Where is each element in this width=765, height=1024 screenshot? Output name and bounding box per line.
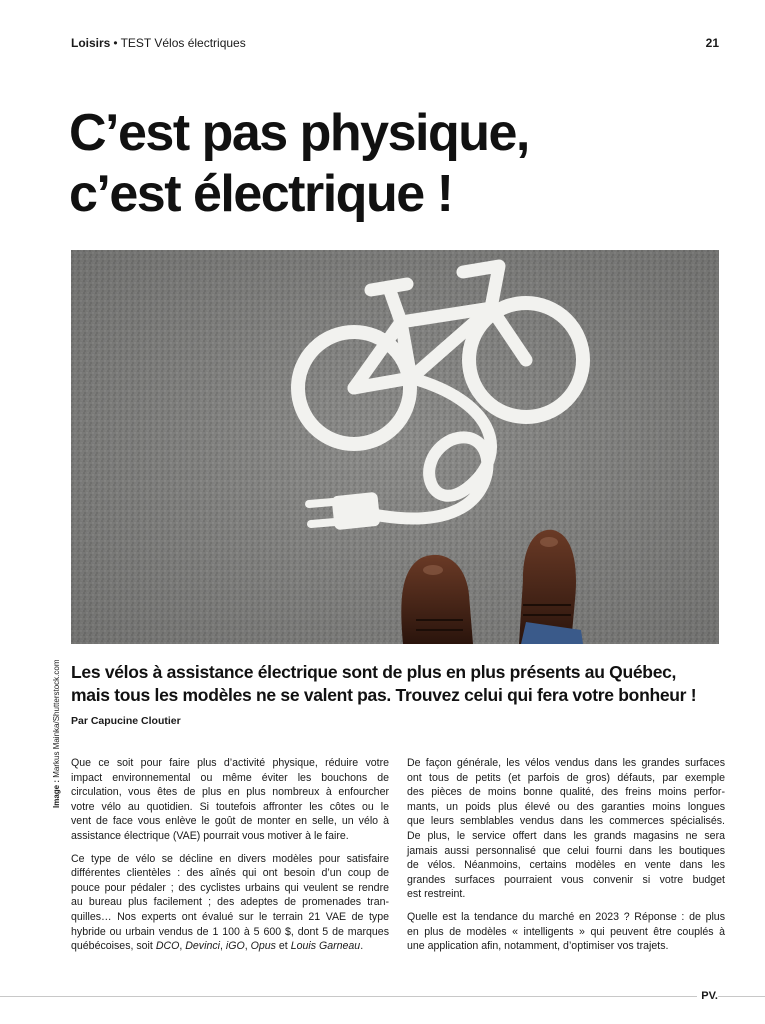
- text-line: circulation, vous êtes de plus en plus nombreux à enfourcher: [71, 786, 389, 799]
- text-line: votre vélo au quotidien. Si toutefois affronter les côtes ou le: [71, 800, 389, 813]
- lede-line-2: mais tous les modèles ne se valent pas. Trouvez celui qui fera votre bonheur !: [71, 685, 697, 705]
- paragraph: [407, 756, 725, 902]
- body-column-right: [407, 756, 725, 962]
- text-fragment: .: [360, 940, 364, 953]
- paragraph: [71, 756, 389, 844]
- text-line: jamais aussi personnalisé que celui fourni dans les boutiques: [407, 844, 725, 857]
- text-fragment: ,: [220, 940, 226, 953]
- footer-mark: PV.: [697, 990, 718, 1002]
- text-line: assistance électrique (VAE) pourrait vous motiver à le faire.: [71, 829, 349, 842]
- image-credit: [52, 648, 61, 808]
- headline-line-2: c’est électrique !: [69, 165, 453, 223]
- text-line: au bureau plus facilement ; des adeptes de promenades tran-: [71, 896, 389, 909]
- text-line: que leurs semblables vendus dans les commerces spécialisés.: [407, 815, 725, 828]
- text-line: Ce type de vélo se décline en divers modèles pour satisfaire: [71, 852, 389, 865]
- article-lede: [71, 661, 731, 707]
- text-line: ont tous de petits (et parfois de gros) défauts, par exemple: [407, 771, 725, 784]
- headline-line-1: C’est pas physique,: [69, 104, 529, 162]
- text-line: hybride ou urbain vendus de 1 100 à 5 600 $, dont 5 de marques: [71, 925, 389, 938]
- text-fragment: et: [275, 940, 291, 953]
- page-number: 21: [705, 36, 719, 50]
- section-name: Loisirs: [71, 36, 111, 50]
- running-header: [71, 36, 719, 52]
- text-line: différentes clientèles : des aînés qui ont besoin d’un coup de: [71, 867, 389, 880]
- text-line: De façon générale, les vélos vendus dans les grandes surfaces: [407, 757, 725, 769]
- brand-name: Devinci: [185, 940, 220, 953]
- article-headline: [69, 103, 729, 225]
- text-line: de vélos. Néanmoins, certains modèles en vente dans les: [407, 859, 725, 872]
- body-column-left: [71, 756, 389, 962]
- footer-rule: [0, 996, 765, 997]
- text-line: des pièces de moins bonne qualité, des freins moins perfor-: [407, 786, 725, 799]
- hero-photo: [71, 250, 719, 644]
- paragraph: [407, 910, 725, 954]
- text-line: quilles… Nos experts ont évalué sur le terrain 21 VAE de type: [71, 910, 389, 923]
- text-line: impact environnemental ou même éviter les bouchons de: [71, 771, 389, 784]
- section-subtitle: TEST Vélos électriques: [120, 36, 246, 50]
- text-line: De plus, le service offert dans les grands magasins ne sera: [407, 829, 725, 842]
- image-credit-text: Markus Mainka/Shutterstock.com: [52, 659, 61, 778]
- text-fragment: ,: [244, 940, 251, 953]
- brand-name: iGO: [225, 940, 245, 953]
- lede-line-1: Les vélos à assistance électrique sont de plus en plus présents au Québec,: [71, 662, 677, 682]
- brand-name: Louis Garneau: [290, 940, 361, 953]
- text-line: Que ce soit pour faire plus d’activité physique, réduire votre: [71, 757, 389, 769]
- header-separator: •: [113, 36, 118, 50]
- text-fragment: ,: [179, 940, 186, 953]
- text-line-brands: [71, 939, 389, 954]
- brand-name: DCO: [155, 940, 180, 953]
- text-line: Quelle est la tendance du marché en 2023 ? Réponse : de plus: [407, 910, 725, 923]
- text-line: pouce pour pédaler ; des cyclistes urbains qui veulent se rendre: [71, 881, 389, 894]
- brand-name: Opus: [250, 940, 276, 953]
- text-line: grandes surfaces pourraient vous convenir si votre budget: [407, 873, 725, 886]
- text-fragment: québécoises, soit: [71, 940, 156, 953]
- byline: Par Capucine Cloutier: [71, 715, 181, 727]
- paragraph: [71, 852, 389, 954]
- text-line: vent de face vous enlève le goût de monter en selle, un vélo à: [71, 815, 389, 828]
- text-line: en plus de modèles « intelligents » qui peuvent être couplés à: [407, 925, 725, 938]
- text-line: mants, un poids plus élevé ou des garanties moins longues: [407, 800, 725, 813]
- image-credit-label: Image :: [52, 779, 61, 808]
- text-line: est restreint.: [407, 888, 466, 901]
- text-line: une application afin, notamment, d’optimiser vos trajets.: [407, 940, 669, 953]
